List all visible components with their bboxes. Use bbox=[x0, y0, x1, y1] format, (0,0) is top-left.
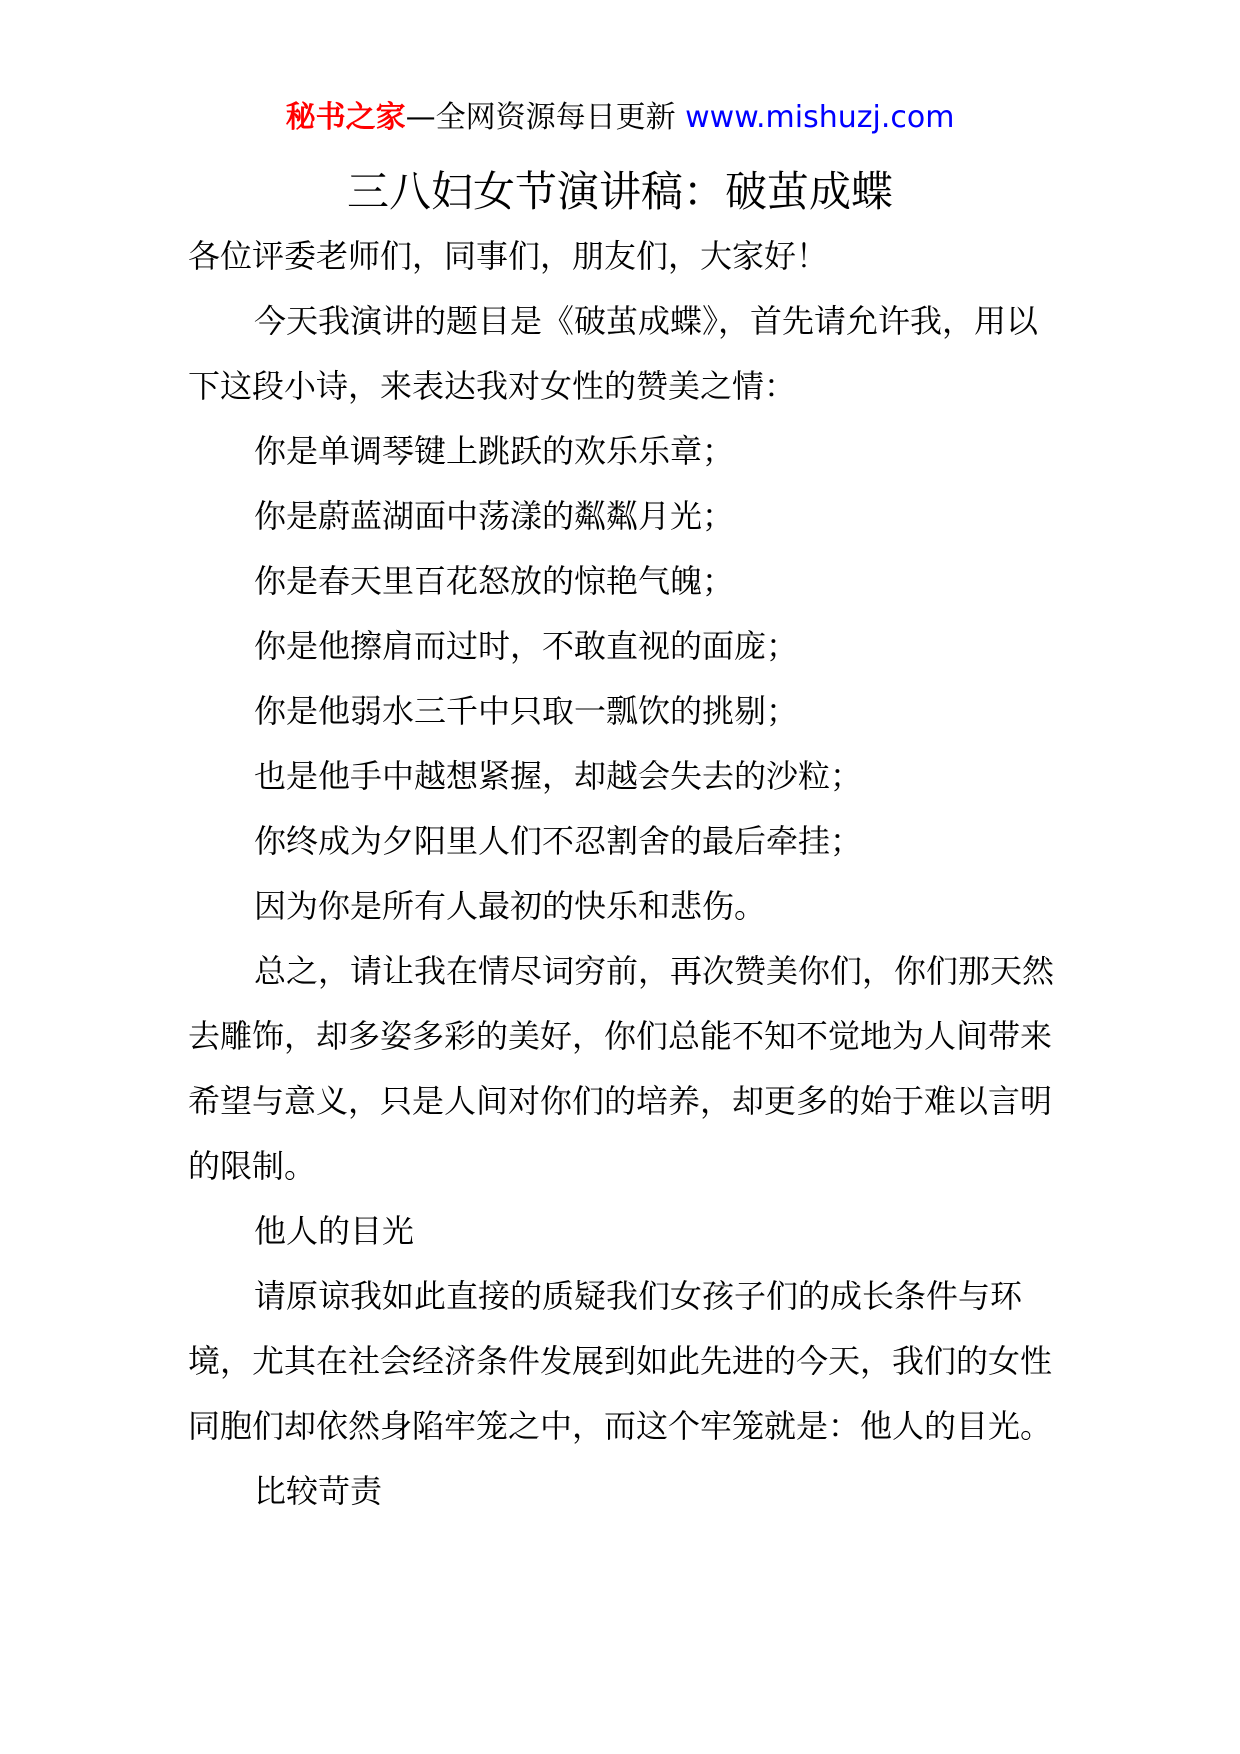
poem-line: 你是蔚蓝湖面中荡漾的粼粼月光； bbox=[254, 497, 735, 535]
section-heading-others-gaze: 他人的目光 bbox=[254, 1212, 415, 1250]
poem-line: 也是他手中越想紧握，却越会失去的沙粒； bbox=[254, 757, 863, 795]
site-header bbox=[0, 88, 1240, 148]
poem-line: 你是春天里百花怒放的惊艳气魄； bbox=[254, 562, 735, 600]
poem-line: 你是单调琴键上跳跃的欢乐乐章； bbox=[254, 432, 735, 470]
poem-line: 你是他擦肩而过时，不敢直视的面庞； bbox=[254, 627, 799, 665]
site-url-link[interactable]: www.mishuzj.com bbox=[685, 100, 955, 135]
header-tagline: —全网资源每日更新 bbox=[405, 100, 676, 135]
document-title: 三八妇女节演讲稿：破茧成蝶 bbox=[346, 167, 893, 216]
conclusion-paragraph: 总之，请让我在情尽词穷前，再次赞美你们，你们那天然去雕饰，却多姿多彩的美好，你们总能不知不觉地为人间带来希望与意义，只是人间对你们的培养，却更多的始于难以言明的限制。 bbox=[188, 952, 1055, 1185]
intro-paragraph: 今天我演讲的题目是《破茧成蝶》，首先请允许我，用以下这段小诗，来表达我对女性的赞美之情： bbox=[188, 302, 1039, 405]
brand-name: 秘书之家 bbox=[285, 100, 406, 135]
poem-line: 因为你是所有人最初的快乐和悲伤。 bbox=[254, 887, 767, 925]
greeting-paragraph: 各位评委老师们，同事们，朋友们，大家好！ bbox=[188, 237, 829, 275]
poem-line: 你是他弱水三千中只取一瓢饮的挑剔； bbox=[254, 692, 799, 730]
section-paragraph-others-gaze: 请原谅我如此直接的质疑我们女孩子们的成长条件与环境，尤其在社会经济条件发展到如此先进的今天，我们的女性同胞们却依然身陷牢笼之中，而这个牢笼就是：他人的目光。 bbox=[188, 1277, 1053, 1445]
section-heading-harsh-comparison: 比较苛责 bbox=[254, 1472, 383, 1510]
document-body bbox=[188, 224, 1054, 1524]
poem-line: 你终成为夕阳里人们不忍割舍的最后牵挂； bbox=[254, 822, 863, 860]
